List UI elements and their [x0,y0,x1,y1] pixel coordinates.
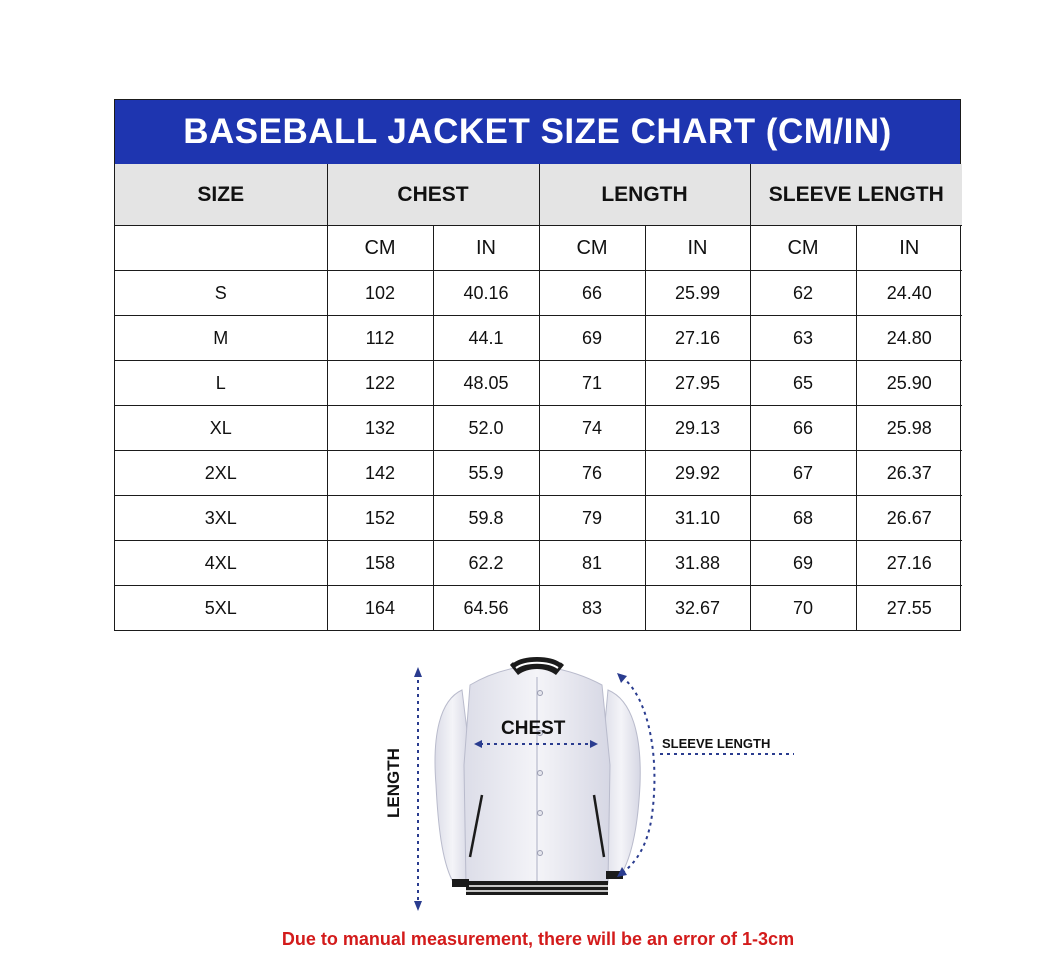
chart-title: BASEBALL JACKET SIZE CHART (CM/IN) [115,100,960,164]
table-cell: 32.67 [645,586,750,631]
table-row [115,406,962,451]
table-cell: 55.9 [433,451,539,496]
table-cell: 52.0 [433,406,539,451]
table-row [115,271,962,316]
table-cell: 164 [327,586,433,631]
unit-cell: IN [433,226,539,271]
unit-cell: IN [645,226,750,271]
table-cell: 27.16 [856,541,962,586]
chest-label: CHEST [501,718,566,739]
table-cell: 69 [750,541,856,586]
table-cell: 142 [327,451,433,496]
table-cell: 24.80 [856,316,962,361]
table-cell: 26.37 [856,451,962,496]
size-table [115,164,962,630]
table-cell: 62.2 [433,541,539,586]
size-cell: 2XL [115,451,327,496]
table-cell: 158 [327,541,433,586]
size-cell: S [115,271,327,316]
table-cell: 27.55 [856,586,962,631]
sleeve-length-label: SLEEVE LENGTH [662,736,771,751]
table-cell: 122 [327,361,433,406]
jacket-illustration [370,645,830,920]
table-cell: 70 [750,586,856,631]
table-cell: 79 [539,496,645,541]
table-cell: 64.56 [433,586,539,631]
header-length: LENGTH [539,164,750,226]
header-row [115,164,962,226]
table-cell: 29.92 [645,451,750,496]
header-size: SIZE [115,164,327,226]
size-chart [114,99,961,631]
table-cell: 48.05 [433,361,539,406]
unit-cell: CM [750,226,856,271]
table-cell: 69 [539,316,645,361]
table-cell: 66 [539,271,645,316]
table-cell: 65 [750,361,856,406]
table-row [115,541,962,586]
header-chest: CHEST [327,164,539,226]
size-cell: M [115,316,327,361]
table-cell: 29.13 [645,406,750,451]
table-cell: 132 [327,406,433,451]
size-cell: 5XL [115,586,327,631]
length-label: LENGTH [384,748,403,818]
table-cell: 102 [327,271,433,316]
table-cell: 40.16 [433,271,539,316]
table-cell: 44.1 [433,316,539,361]
table-cell: 66 [750,406,856,451]
jacket-measurement-diagram [370,645,830,920]
size-cell: L [115,361,327,406]
size-cell: 3XL [115,496,327,541]
unit-cell: IN [856,226,962,271]
table-cell: 74 [539,406,645,451]
table-cell: 152 [327,496,433,541]
table-cell: 24.40 [856,271,962,316]
table-cell: 25.98 [856,406,962,451]
size-cell: 4XL [115,541,327,586]
table-cell: 27.95 [645,361,750,406]
table-cell: 62 [750,271,856,316]
table-cell: 68 [750,496,856,541]
unit-cell: CM [327,226,433,271]
table-cell: 83 [539,586,645,631]
header-sleeve-length: SLEEVE LENGTH [750,164,962,226]
measurement-error-note: Due to manual measurement, there will be an error of 1-3cm [281,929,795,949]
table-row [115,316,962,361]
table-cell: 25.99 [645,271,750,316]
table-cell: 67 [750,451,856,496]
units-blank-cell [115,226,327,271]
table-cell: 112 [327,316,433,361]
table-row [115,451,962,496]
table-cell: 31.88 [645,541,750,586]
table-cell: 63 [750,316,856,361]
table-cell: 26.67 [856,496,962,541]
table-row [115,361,962,406]
table-cell: 71 [539,361,645,406]
table-cell: 27.16 [645,316,750,361]
table-cell: 31.10 [645,496,750,541]
table-cell: 59.8 [433,496,539,541]
table-cell: 81 [539,541,645,586]
table-row [115,496,962,541]
table-row [115,586,962,631]
size-cell: XL [115,406,327,451]
unit-cell: CM [539,226,645,271]
units-row [115,226,962,271]
table-cell: 25.90 [856,361,962,406]
table-cell: 76 [539,451,645,496]
